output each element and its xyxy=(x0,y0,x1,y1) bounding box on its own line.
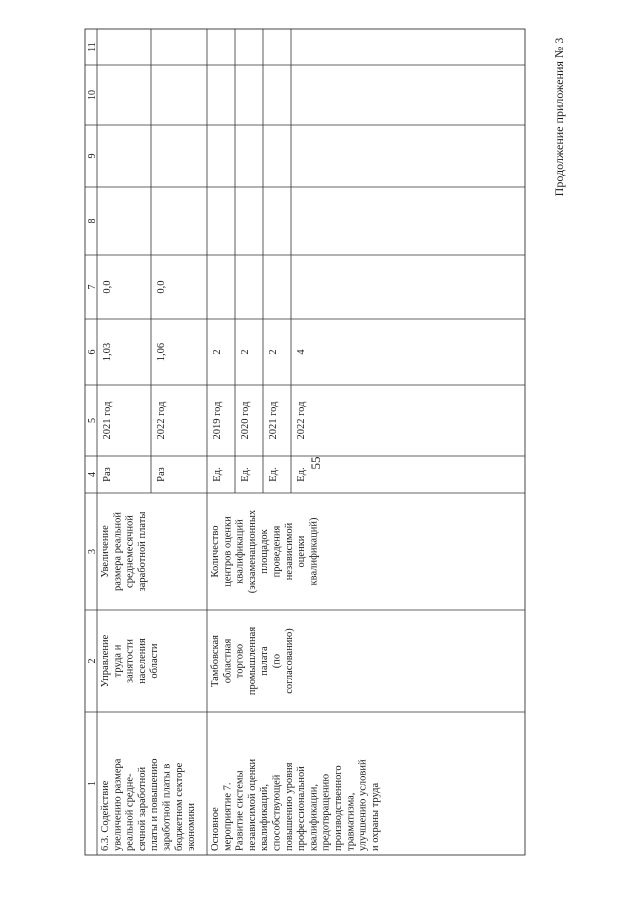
value-col6: 2 xyxy=(268,349,279,355)
year-text: 2019 год xyxy=(212,401,223,440)
goal-text: заработной платы в xyxy=(161,763,173,851)
goal-text: бюджетном секторе xyxy=(173,762,185,851)
executor-text: занятости xyxy=(124,638,136,684)
executor-text: Тамбовская xyxy=(210,634,221,688)
year-text: 2020 год xyxy=(240,401,251,440)
goal-text: экономики xyxy=(186,803,198,851)
goal-text: улучшению условий xyxy=(357,759,369,851)
indicator-text: заработной платы xyxy=(136,511,148,592)
value-col6: 1,06 xyxy=(156,342,167,362)
data-table xyxy=(85,29,525,855)
indicator-text: центров оценки xyxy=(222,516,234,587)
unit-text: Ед. xyxy=(212,467,223,482)
indicator-text: Увеличение xyxy=(100,525,111,578)
year-text: 2022 год xyxy=(296,401,307,440)
indicator-text: площадок xyxy=(259,529,271,574)
executor-text: областная xyxy=(222,638,234,684)
goal-text: независимой оценки xyxy=(246,758,258,851)
value-col7: 0,0 xyxy=(102,280,113,294)
indicator-text: независимой xyxy=(283,522,295,581)
column-number: 2 xyxy=(87,658,98,664)
column-number: 8 xyxy=(87,218,98,224)
column-number: 4 xyxy=(87,472,98,477)
goal-text: производственного xyxy=(333,765,344,851)
executor-text: промышленная xyxy=(246,626,258,696)
goal-text: квалификации, xyxy=(308,783,320,851)
unit-text: Ед. xyxy=(296,467,307,482)
indicator-text: среднемесячной xyxy=(124,515,136,588)
column-number: 3 xyxy=(87,549,98,554)
column-number: 10 xyxy=(87,90,98,100)
unit-text: Раз xyxy=(156,467,167,482)
executor-text: палата xyxy=(259,646,271,676)
executor-text: области xyxy=(149,643,161,679)
column-number: 7 xyxy=(87,284,98,290)
executor-text: (по xyxy=(271,653,283,669)
goal-text: повышению уровня xyxy=(283,762,295,851)
goal-text: платы и повышению xyxy=(149,758,161,851)
indicator-text: оценки xyxy=(296,535,308,568)
executor-text: согласованию) xyxy=(283,628,295,694)
value-col6: 1,03 xyxy=(102,342,113,362)
column-number: 6 xyxy=(87,349,98,355)
goal-text: реальной средне- xyxy=(124,773,136,851)
value-col6: 4 xyxy=(296,349,307,355)
value-col6: 2 xyxy=(212,349,223,355)
value-col6: 2 xyxy=(240,349,251,355)
goal-text: и охраны труда xyxy=(369,782,381,851)
goal-text: предотвращению xyxy=(320,773,332,851)
goal-text: 6.3. Содействие xyxy=(100,780,111,851)
goal-text: профессиональной xyxy=(296,766,308,851)
goal-text: травматизма, xyxy=(345,792,357,851)
goal-text: увеличению размера xyxy=(112,758,124,851)
year-text: 2021 год xyxy=(102,401,113,440)
unit-text: Ед. xyxy=(268,467,279,482)
column-number: 5 xyxy=(87,418,98,423)
indicator-text: Количество xyxy=(210,525,221,578)
indicator-text: квалификаций) xyxy=(308,517,320,586)
goal-text: сячной заработной xyxy=(136,766,148,851)
executor-text: Управление xyxy=(100,634,111,688)
indicator-text: проведения xyxy=(271,525,283,578)
page-number: 55 xyxy=(308,456,323,470)
value-col7: 0,0 xyxy=(156,280,167,294)
executor-text: населения xyxy=(136,638,148,684)
goal-text: способствующей xyxy=(271,774,283,851)
year-text: 2022 год xyxy=(156,401,167,440)
unit-text: Раз xyxy=(102,467,113,482)
executor-text: труда и xyxy=(112,644,124,678)
indicator-text: (экзаменационных xyxy=(246,509,258,594)
executor-text: торгово xyxy=(234,643,246,679)
goal-text: мероприятие 7. xyxy=(222,782,234,851)
column-number: 9 xyxy=(87,153,98,159)
continuation-label: Продолжение приложения № 3 xyxy=(552,37,566,197)
indicator-text: квалификаций xyxy=(234,519,246,584)
column-number: 1 xyxy=(87,781,98,786)
goal-text: Основное xyxy=(210,807,221,851)
indicator-text: размера реальной xyxy=(112,511,124,592)
goal-text: Развитие системы xyxy=(234,770,246,851)
unit-text: Ед. xyxy=(240,467,251,482)
year-text: 2021 год xyxy=(268,401,279,440)
goal-text: квалификаций, xyxy=(259,783,271,851)
column-number: 11 xyxy=(87,42,98,52)
